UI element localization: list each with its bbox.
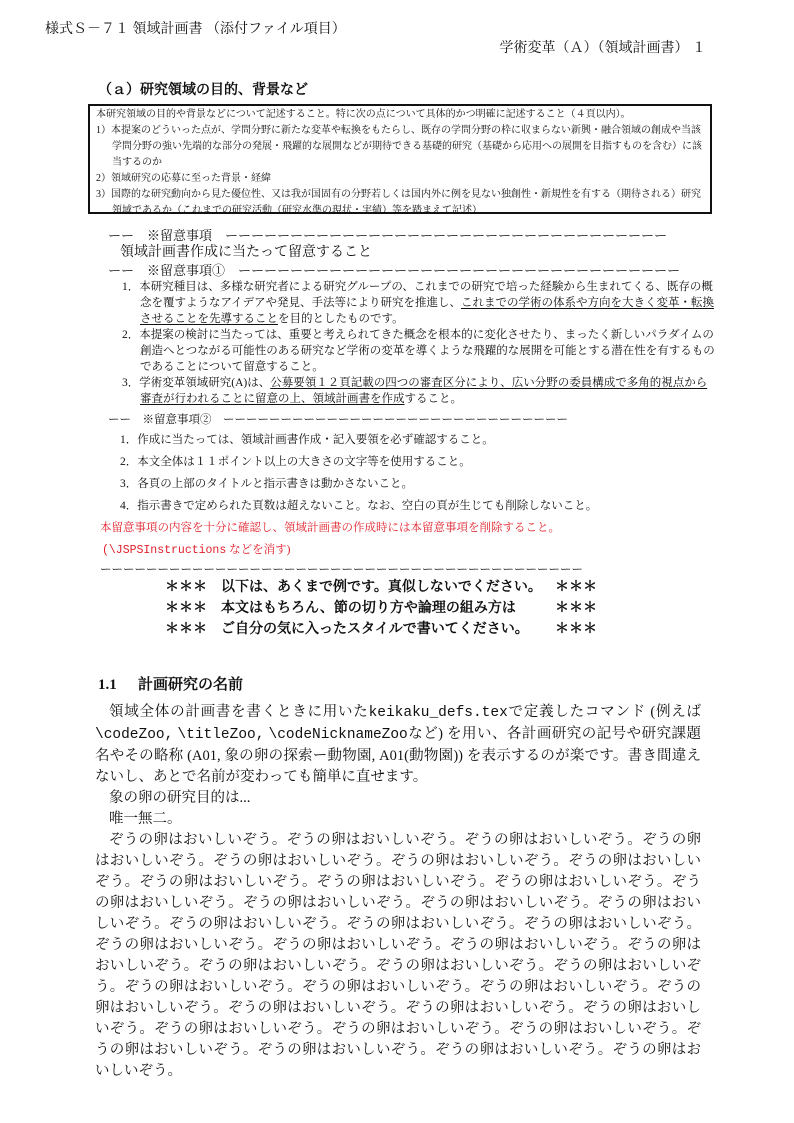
notes-end-divider: ーーーーーーーーーーーーーーーーーーーーーーーーーーーーーーーーーーーーーーーーーー — [100, 564, 583, 576]
text: 領域全体の計画書を書くときに用いた — [109, 704, 369, 720]
section-a-title: （ａ）研究領域の目的、背景など — [98, 81, 308, 97]
text: 1．本研究種目は、多様な研究者による研究グループの、これまでの研究で培った経験から生まれてくる、既存の概念を覆すようなアイデアや発見、手法等により研究を推進し、 — [122, 281, 713, 309]
instruction-lead: 本研究領域の目的や背景などについて記述すること。特に次の点について具体的かつ明確に記述すること（４頁以内）。 — [96, 109, 631, 120]
notes-title: 領域計画書作成に当たって留意すること — [120, 245, 372, 260]
red-cmd-suffix: などを消す) — [229, 544, 291, 556]
body-paragraph: ぞうの卵はおいしいぞう。ぞうの卵はおいしいぞう。ぞうの卵はおいしいぞう。ぞうの卵はおいしいぞう。ぞうの卵はおいしいぞう。ぞうの卵はおいしいぞう。ぞうの卵はおいしいぞう。ぞうの卵はおいしいぞう。ぞうの卵はおいしいぞう。ぞうの卵はおいしいぞう。ぞうの卵はおいしいぞう。ぞうの卵はおいしいぞう。ぞうの卵はおいしいぞう。ぞうの卵はおいしいぞう。ぞうの卵はおいしいぞう。ぞうの卵はおいしいぞう。ぞうの卵はおいしいぞう。ぞうの卵はおいしいぞう。ぞうの卵はおいしいぞう。ぞうの卵はおいしいぞう。ぞうの卵はおいしいぞう。ぞうの卵はおいしいぞう。ぞうの卵はおいしいぞう。ぞうの卵はおいしいぞう。ぞうの卵はおいしいぞう。ぞうの卵はおいしいぞう。ぞうの卵はおいしいぞう。ぞうの卵はおいしいぞう。ぞうの卵はおいしいぞう。ぞうの卵はおいしいぞう。ぞうの卵はおいしいぞう。ぞうの卵はおいしいぞう。ぞうの卵はおいしいぞう。ぞうの卵はおいしいぞう。ぞうの卵はおいしいぞう。ぞうの卵はおいしいぞう。ぞうの卵はおいしいぞう。ぞうの卵はおいしいぞう。 — [95, 832, 701, 1079]
body-text — [95, 702, 701, 1082]
body-paragraph: 象の卵の研究目的は... — [109, 790, 251, 806]
stars-mark: ＊＊＊ — [555, 578, 597, 594]
page-label: 学術変革（Ａ）（領域計画書） １ — [499, 41, 706, 56]
file-name: keikaku_defs.tex — [368, 705, 508, 721]
instruction-item: 3）国際的な研究動向から見た優位性、又は我が国固有の分野若しくは国内外に例を見ない独創性・新規性を有する（期待される）研究領域であるか（これまでの研究活動（研究水準の現状・実績）等を踏まえて記述） — [96, 189, 701, 216]
text: 2．本提案の検討に当たっては、重要と考えられてきた概念を根本的に変化させたり、まったく新しいパラダイムの創造へとつながる可能性のある研究など学術の変革を導くような飛躍的な展開を可能とする潜在性を有するものであることについて留意すること。 — [122, 329, 715, 373]
note1-item — [110, 375, 718, 407]
underlined-text: 公募要領１２頁記載の四つの審査区分により、広い分野の委員構成で多角的視点から審査が行われることに留意の上、領域計画書を作成 — [140, 377, 708, 405]
red-cmd-note — [102, 539, 718, 562]
note2-divider: ーー ※留意事項② ーーーーーーーーーーーーーーーーーーーーーーーーーーーーーー — [108, 414, 568, 426]
note2-item: 2．本文全体は１１ポイント以上の大きさの文字等を使用すること。 — [120, 456, 471, 468]
body-paragraph: 唯一無二。 — [109, 811, 182, 827]
stars-mark: ＊＊＊ — [165, 578, 207, 594]
form-label: 様式Ｓ－７１ 領域計画書 （添付ファイル項目） — [45, 22, 346, 37]
disclaimer-line: 本文はもちろん、節の切り方や論理の組み方は — [221, 599, 516, 615]
underlined-text: これまでの学術の体系や方向を大きく変革・転換させることを先導すること — [140, 297, 714, 325]
section-1-1-heading — [98, 673, 243, 694]
disclaimer-line: 以下は、あくまで例です。真似しないでください。 — [221, 578, 542, 594]
disclaimer-line: ご自分の気に入ったスタイルで書いてください。 — [221, 620, 529, 636]
example-disclaimer — [165, 576, 597, 639]
instruction-box — [88, 104, 712, 214]
text: 3．学術変革領域研究(A)は、 — [122, 377, 271, 389]
note1-list — [108, 279, 718, 407]
note1-item — [110, 327, 718, 375]
red-warning: 本留意事項の内容を十分に確認し、領域計画書の作成時には本留意事項を削除すること。 — [100, 522, 560, 534]
instruction-item: 1）本提案のどういった点が、学問分野に新たな変革や転換をもたらし、既存の学問分野の枠に収まらない新興・融合領域の創成や当該学問分野の強い先端的な部分の発展・飛躍的な展開などが期待できる基礎的研究（基礎から応用への展開を目指すものを含む）に該当するのか — [96, 125, 702, 168]
stars-mark: ＊＊＊ — [165, 599, 207, 615]
note2-item: 4．指示書きで定められた頁数は超えないこと。なお、空白の頁が生じても削除しないこと。 — [120, 500, 598, 512]
notes-section — [100, 227, 718, 579]
text: を目的としたものです。 — [278, 313, 404, 325]
command: \codeZoo, — [95, 727, 174, 743]
note1-divider: ーー ※留意事項① ーーーーーーーーーーーーーーーーーーーーーーーーーーーーーーーーーー — [108, 263, 681, 278]
note1-item — [110, 279, 718, 327]
section-number: 1.1 — [98, 677, 117, 693]
red-cmd: (\JSPSInstructions — [102, 544, 227, 557]
text: など) を用い、各計画研究の記号や研究課題名やその略称 (A01, 象の卵の探索ー動物園, A01(動物園)) を表示するのが楽です。書き間違えないし、あとで名前が変わっても簡単に直せます。 — [95, 726, 702, 785]
text: で定義したコマンド (例えば — [507, 704, 702, 720]
note2-item: 1．作成に当たっては、領域計画書作成・記入要領を必ず確認すること。 — [120, 434, 494, 446]
body-paragraph — [95, 702, 701, 788]
command: \codeNicknameZoo — [268, 727, 408, 743]
stars-mark: ＊＊＊ — [555, 620, 597, 636]
instruction-item: 2）領域研究の応募に至った背景・経緯 — [96, 173, 271, 184]
notes-divider: ーー ※留意事項 ーーーーーーーーーーーーーーーーーーーーーーーーーーーーーーーーーー — [108, 228, 668, 243]
section-title: 計画研究の名前 — [138, 677, 244, 693]
stars-mark: ＊＊＊ — [165, 620, 207, 636]
command: \titleZoo, — [177, 727, 265, 743]
stars-mark: ＊＊＊ — [555, 599, 597, 615]
text: すること。 — [404, 393, 462, 405]
note2-item: 3．各頁の上部のタイトルと指示書きは動かさないこと。 — [120, 478, 414, 490]
